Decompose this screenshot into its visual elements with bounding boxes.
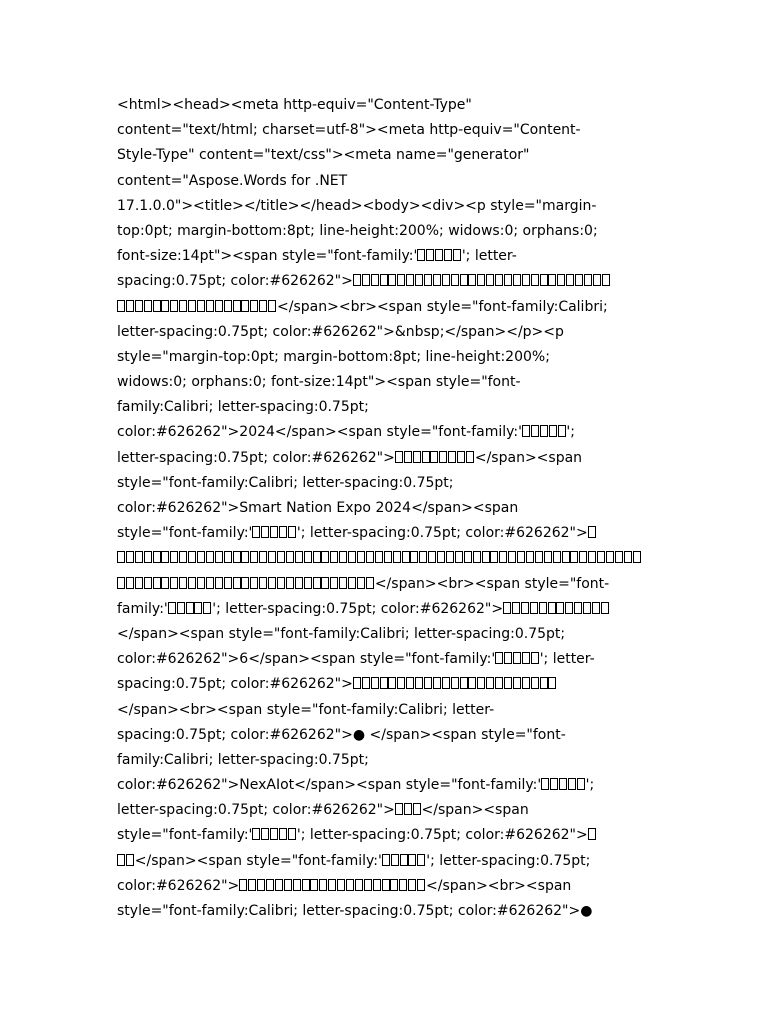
missing-glyph-box (293, 879, 301, 891)
missing-glyph-box (313, 577, 321, 589)
missing-glyph-box (565, 602, 573, 614)
missing-glyph-box (144, 577, 152, 589)
missing-glyph-box (453, 249, 461, 261)
missing-glyph-box (606, 551, 614, 563)
missing-glyph-box (197, 300, 205, 312)
missing-glyph-box (339, 551, 347, 563)
missing-glyph-box (512, 602, 520, 614)
missing-glyph-box (508, 551, 516, 563)
missing-glyph-box (153, 300, 161, 312)
missing-glyph-box (362, 677, 370, 689)
missing-glyph-box (252, 526, 260, 538)
missing-glyph-box (346, 879, 354, 891)
missing-glyph-box (366, 577, 374, 589)
missing-glyph-box (203, 602, 211, 614)
missing-glyph-box (531, 652, 539, 664)
missing-glyph-box (153, 577, 161, 589)
missing-glyph-box (575, 274, 583, 286)
missing-glyph-box (170, 577, 178, 589)
missing-glyph-box (382, 879, 390, 891)
missing-glyph-box (408, 854, 416, 866)
missing-glyph-box (430, 451, 438, 463)
missing-glyph-box (330, 577, 338, 589)
missing-glyph-box (540, 677, 548, 689)
missing-glyph-box (522, 652, 530, 664)
missing-glyph-box (388, 274, 396, 286)
missing-glyph-box (390, 879, 398, 891)
missing-glyph-box (413, 451, 421, 463)
missing-glyph-box (633, 551, 641, 563)
missing-glyph-box (144, 300, 152, 312)
source-line: color:#626262">Smart Nation Expo 2024</span><span (117, 500, 519, 516)
missing-glyph-box (277, 551, 285, 563)
missing-glyph-box (241, 577, 249, 589)
missing-glyph-box (135, 577, 143, 589)
missing-glyph-box (250, 551, 258, 563)
missing-glyph-box (395, 451, 403, 463)
missing-glyph-box (588, 526, 596, 538)
missing-glyph-box (391, 854, 399, 866)
missing-glyph-box (259, 577, 267, 589)
missing-glyph-box (442, 677, 450, 689)
missing-glyph-box (521, 602, 529, 614)
source-line: style="font-family:Calibri; letter-spacing:0.75pt; (117, 474, 454, 491)
missing-glyph-box (490, 551, 498, 563)
missing-glyph-box (215, 300, 223, 312)
missing-glyph-box (268, 551, 276, 563)
missing-glyph-box (259, 551, 267, 563)
source-line: family:Calibri; letter-spacing:0.75pt; (117, 751, 369, 768)
missing-glyph-box (348, 577, 356, 589)
missing-glyph-box (330, 551, 338, 563)
missing-glyph-box (279, 828, 287, 840)
missing-glyph-box (408, 879, 416, 891)
missing-glyph-box (339, 577, 347, 589)
missing-glyph-box (550, 778, 558, 790)
source-line: family:Calibri; letter-spacing:0.75pt; (117, 399, 369, 416)
missing-glyph-box (495, 274, 503, 286)
missing-glyph-box (526, 551, 534, 563)
missing-glyph-box (295, 577, 303, 589)
missing-glyph-box (503, 602, 511, 614)
missing-glyph-box (415, 677, 423, 689)
source-line: </span><span style="font-family:' '; letter-spacing:0.75pt; (117, 849, 677, 874)
missing-glyph-box (428, 551, 436, 563)
html-source-text-block (117, 93, 677, 924)
missing-glyph-box (161, 300, 169, 312)
missing-glyph-box (310, 879, 318, 891)
missing-glyph-box (241, 551, 249, 563)
missing-glyph-box (179, 577, 187, 589)
missing-glyph-box (257, 879, 265, 891)
missing-glyph-box (261, 828, 269, 840)
missing-glyph-box (553, 551, 561, 563)
missing-glyph-box (126, 854, 134, 866)
missing-glyph-box (424, 274, 432, 286)
missing-glyph-box (188, 577, 196, 589)
source-line: letter-spacing:0.75pt; color:#626262"> </span><span (117, 449, 583, 466)
missing-glyph-box (592, 602, 600, 614)
missing-glyph-box (433, 677, 441, 689)
missing-glyph-box (548, 274, 556, 286)
missing-glyph-box (570, 551, 578, 563)
missing-glyph-box (302, 879, 310, 891)
missing-glyph-box (522, 677, 530, 689)
missing-glyph-box (270, 526, 278, 538)
missing-glyph-box (457, 451, 465, 463)
missing-glyph-box (433, 274, 441, 286)
source-line: </span><br><span style="font- (117, 572, 677, 597)
missing-glyph-box (286, 551, 294, 563)
missing-glyph-box (279, 526, 287, 538)
missing-glyph-box (559, 778, 567, 790)
missing-glyph-box (179, 551, 187, 563)
missing-glyph-box (422, 451, 430, 463)
missing-glyph-box (186, 602, 194, 614)
missing-glyph-box (177, 602, 185, 614)
missing-glyph-box (224, 577, 232, 589)
missing-glyph-box (284, 879, 292, 891)
missing-glyph-box (241, 300, 249, 312)
missing-glyph-box (522, 274, 530, 286)
missing-glyph-box (371, 677, 379, 689)
missing-glyph-box (313, 551, 321, 563)
missing-glyph-box (373, 879, 381, 891)
source-line: spacing:0.75pt; color:#626262">● </span><span style="font- (117, 726, 566, 743)
missing-glyph-box (448, 451, 456, 463)
missing-glyph-box (215, 551, 223, 563)
missing-glyph-box (530, 602, 538, 614)
missing-glyph-box (170, 300, 178, 312)
missing-glyph-box (168, 602, 176, 614)
missing-glyph-box (426, 249, 434, 261)
missing-glyph-box (161, 577, 169, 589)
missing-glyph-box (215, 577, 223, 589)
missing-glyph-box (495, 652, 503, 664)
source-line: color:#626262">6</span><span style="font-family:' '; letter- (117, 651, 595, 668)
missing-glyph-box (357, 577, 365, 589)
missing-glyph-box (362, 274, 370, 286)
missing-glyph-box (531, 677, 539, 689)
source-line: Style-Type" content="text/css"><meta name="generator" (117, 147, 530, 164)
source-line: color:#626262">NexAIot</span><span style="font-family:' '; (117, 777, 595, 794)
missing-glyph-box (451, 274, 459, 286)
missing-glyph-box (504, 652, 512, 664)
missing-glyph-box (468, 677, 476, 689)
missing-glyph-box (135, 551, 143, 563)
missing-glyph-box (597, 551, 605, 563)
source-line: color:#626262">2024</span><span style="font-family:' '; (117, 424, 575, 441)
missing-glyph-box (277, 577, 285, 589)
missing-glyph-box (188, 551, 196, 563)
source-line: </span><br><span style="font-family:Calibri; (117, 295, 677, 320)
missing-glyph-box (393, 551, 401, 563)
source-line: spacing:0.75pt; color:#626262"> (117, 672, 677, 697)
missing-glyph-box (206, 551, 214, 563)
missing-glyph-box (144, 551, 152, 563)
missing-glyph-box (206, 577, 214, 589)
missing-glyph-box (451, 677, 459, 689)
missing-glyph-box (126, 577, 134, 589)
missing-glyph-box (541, 778, 549, 790)
missing-glyph-box (250, 300, 258, 312)
source-line: color:#626262"> </span><br><span (117, 877, 572, 894)
missing-glyph-box (179, 300, 187, 312)
missing-glyph-box (275, 879, 283, 891)
missing-glyph-box (270, 828, 278, 840)
missing-glyph-box (577, 778, 585, 790)
missing-glyph-box (266, 879, 274, 891)
missing-glyph-box (615, 551, 623, 563)
missing-glyph-box (250, 577, 258, 589)
missing-glyph-box (593, 274, 601, 286)
missing-glyph-box (252, 828, 260, 840)
missing-glyph-box (319, 879, 327, 891)
missing-glyph-box (531, 425, 539, 437)
missing-glyph-box (410, 551, 418, 563)
missing-glyph-box (357, 551, 365, 563)
missing-glyph-box (194, 602, 202, 614)
missing-glyph-box (328, 879, 336, 891)
missing-glyph-box (402, 551, 410, 563)
missing-glyph-box (321, 577, 329, 589)
missing-glyph-box (557, 274, 565, 286)
missing-glyph-box (513, 677, 521, 689)
missing-glyph-box (380, 274, 388, 286)
missing-glyph-box (375, 551, 383, 563)
missing-glyph-box (261, 526, 269, 538)
missing-glyph-box (539, 602, 547, 614)
source-line: widows:0; orphans:0; font-size:14pt"><span style="font- (117, 374, 521, 391)
missing-glyph-box (477, 677, 485, 689)
missing-glyph-box (544, 551, 552, 563)
missing-glyph-box (288, 828, 296, 840)
missing-glyph-box (495, 677, 503, 689)
missing-glyph-box (535, 551, 543, 563)
missing-glyph-box (444, 249, 452, 261)
source-line: style="font-family:' '; letter-spacing:0.75pt; color:#626262"> (117, 521, 677, 546)
missing-glyph-box (558, 425, 566, 437)
missing-glyph-box (439, 451, 447, 463)
missing-glyph-box (499, 551, 507, 563)
missing-glyph-box (364, 879, 372, 891)
missing-glyph-box (562, 551, 570, 563)
missing-glyph-box (446, 551, 454, 563)
missing-glyph-box (568, 778, 576, 790)
missing-glyph-box (549, 425, 557, 437)
missing-glyph-box (548, 602, 556, 614)
missing-glyph-box (460, 677, 468, 689)
missing-glyph-box (415, 274, 423, 286)
missing-glyph-box (588, 828, 596, 840)
missing-glyph-box (406, 677, 414, 689)
missing-glyph-box (286, 577, 294, 589)
missing-glyph-box (384, 551, 392, 563)
missing-glyph-box (295, 551, 303, 563)
missing-glyph-box (574, 602, 582, 614)
missing-glyph-box (355, 879, 363, 891)
missing-glyph-box (468, 274, 476, 286)
missing-glyph-box (304, 551, 312, 563)
missing-glyph-box (117, 551, 125, 563)
missing-glyph-box (268, 300, 276, 312)
missing-glyph-box (486, 274, 494, 286)
source-line: style="font-family:Calibri; letter-spacing:0.75pt; color:#626262">● (117, 903, 593, 919)
missing-glyph-box (473, 551, 481, 563)
missing-glyph-box (380, 677, 388, 689)
missing-glyph-box (486, 677, 494, 689)
missing-glyph-box (404, 803, 412, 815)
source-line: <html><head><meta http-equiv="Content-Type" (117, 97, 472, 113)
missing-glyph-box (206, 300, 214, 312)
source-line: </span><br><span style="font-family:Calibri; letter- (117, 701, 495, 718)
source-line: style="margin-top:0pt; margin-bottom:8pt; line-height:200%; (117, 348, 550, 365)
missing-glyph-box (601, 602, 609, 614)
missing-glyph-box (397, 677, 405, 689)
missing-glyph-box (268, 577, 276, 589)
missing-glyph-box (584, 274, 592, 286)
missing-glyph-box (337, 879, 345, 891)
missing-glyph-box (482, 551, 490, 563)
missing-glyph-box (413, 803, 421, 815)
missing-glyph-box (388, 677, 396, 689)
missing-glyph-box (417, 249, 425, 261)
missing-glyph-box (435, 249, 443, 261)
missing-glyph-box (504, 274, 512, 286)
source-line (117, 546, 677, 571)
missing-glyph-box (233, 300, 241, 312)
missing-glyph-box (353, 274, 361, 286)
missing-glyph-box (522, 425, 530, 437)
missing-glyph-box (466, 451, 474, 463)
source-line: letter-spacing:0.75pt; color:#626262">&nbsp;</span></p><p (117, 323, 564, 340)
missing-glyph-box (460, 274, 468, 286)
missing-glyph-box (366, 551, 374, 563)
missing-glyph-box (464, 551, 472, 563)
missing-glyph-box (579, 551, 587, 563)
missing-glyph-box (288, 526, 296, 538)
missing-glyph-box (548, 677, 556, 689)
missing-glyph-box (417, 854, 425, 866)
missing-glyph-box (513, 652, 521, 664)
missing-glyph-box (540, 274, 548, 286)
missing-glyph-box (424, 677, 432, 689)
source-line: content="Aspose.Words for .NET (117, 172, 348, 189)
source-line: content="text/html; charset=utf-8"><meta http-equiv="Content- (117, 122, 581, 139)
missing-glyph-box (588, 551, 596, 563)
missing-glyph-box (540, 425, 548, 437)
missing-glyph-box (259, 300, 267, 312)
missing-glyph-box (233, 577, 241, 589)
missing-glyph-box (117, 854, 125, 866)
source-line: spacing:0.75pt; color:#626262"> (117, 269, 677, 294)
missing-glyph-box (395, 803, 403, 815)
missing-glyph-box (531, 274, 539, 286)
missing-glyph-box (400, 854, 408, 866)
missing-glyph-box (397, 274, 405, 286)
source-line: style="font-family:' '; letter-spacing:0.75pt; color:#626262"> (117, 823, 677, 848)
missing-glyph-box (117, 577, 125, 589)
missing-glyph-box (399, 879, 407, 891)
missing-glyph-box (348, 551, 356, 563)
missing-glyph-box (437, 551, 445, 563)
missing-glyph-box (583, 602, 591, 614)
missing-glyph-box (126, 551, 134, 563)
source-line: font-size:14pt"><span style="font-family:' '; letter- (117, 248, 517, 265)
missing-glyph-box (513, 274, 521, 286)
missing-glyph-box (224, 551, 232, 563)
missing-glyph-box (442, 274, 450, 286)
missing-glyph-box (419, 551, 427, 563)
missing-glyph-box (239, 879, 247, 891)
missing-glyph-box (566, 274, 574, 286)
missing-glyph-box (135, 300, 143, 312)
missing-glyph-box (371, 274, 379, 286)
missing-glyph-box (170, 551, 178, 563)
missing-glyph-box (477, 274, 485, 286)
missing-glyph-box (602, 274, 610, 286)
missing-glyph-box (197, 577, 205, 589)
source-line: family:' '; letter-spacing:0.75pt; color:#626262"> (117, 597, 677, 622)
source-line: letter-spacing:0.75pt; color:#626262"> </span><span (117, 802, 529, 819)
missing-glyph-box (517, 551, 525, 563)
missing-glyph-box (417, 879, 425, 891)
missing-glyph-box (248, 879, 256, 891)
missing-glyph-box (126, 300, 134, 312)
source-line: </span><span style="font-family:Calibri; letter-spacing:0.75pt; (117, 625, 566, 642)
source-line: 17.1.0.0"><title></title></head><body><div><p style="margin- (117, 197, 597, 214)
missing-glyph-box (624, 551, 632, 563)
missing-glyph-box (455, 551, 463, 563)
missing-glyph-box (161, 551, 169, 563)
missing-glyph-box (117, 300, 125, 312)
missing-glyph-box (404, 451, 412, 463)
missing-glyph-box (153, 551, 161, 563)
missing-glyph-box (304, 577, 312, 589)
missing-glyph-box (188, 300, 196, 312)
source-line: top:0pt; margin-bottom:8pt; line-height:200%; widows:0; orphans:0; (117, 222, 598, 239)
missing-glyph-box (197, 551, 205, 563)
missing-glyph-box (382, 854, 390, 866)
missing-glyph-box (321, 551, 329, 563)
missing-glyph-box (556, 602, 564, 614)
missing-glyph-box (504, 677, 512, 689)
missing-glyph-box (224, 300, 232, 312)
missing-glyph-box (406, 274, 414, 286)
missing-glyph-box (353, 677, 361, 689)
missing-glyph-box (233, 551, 241, 563)
